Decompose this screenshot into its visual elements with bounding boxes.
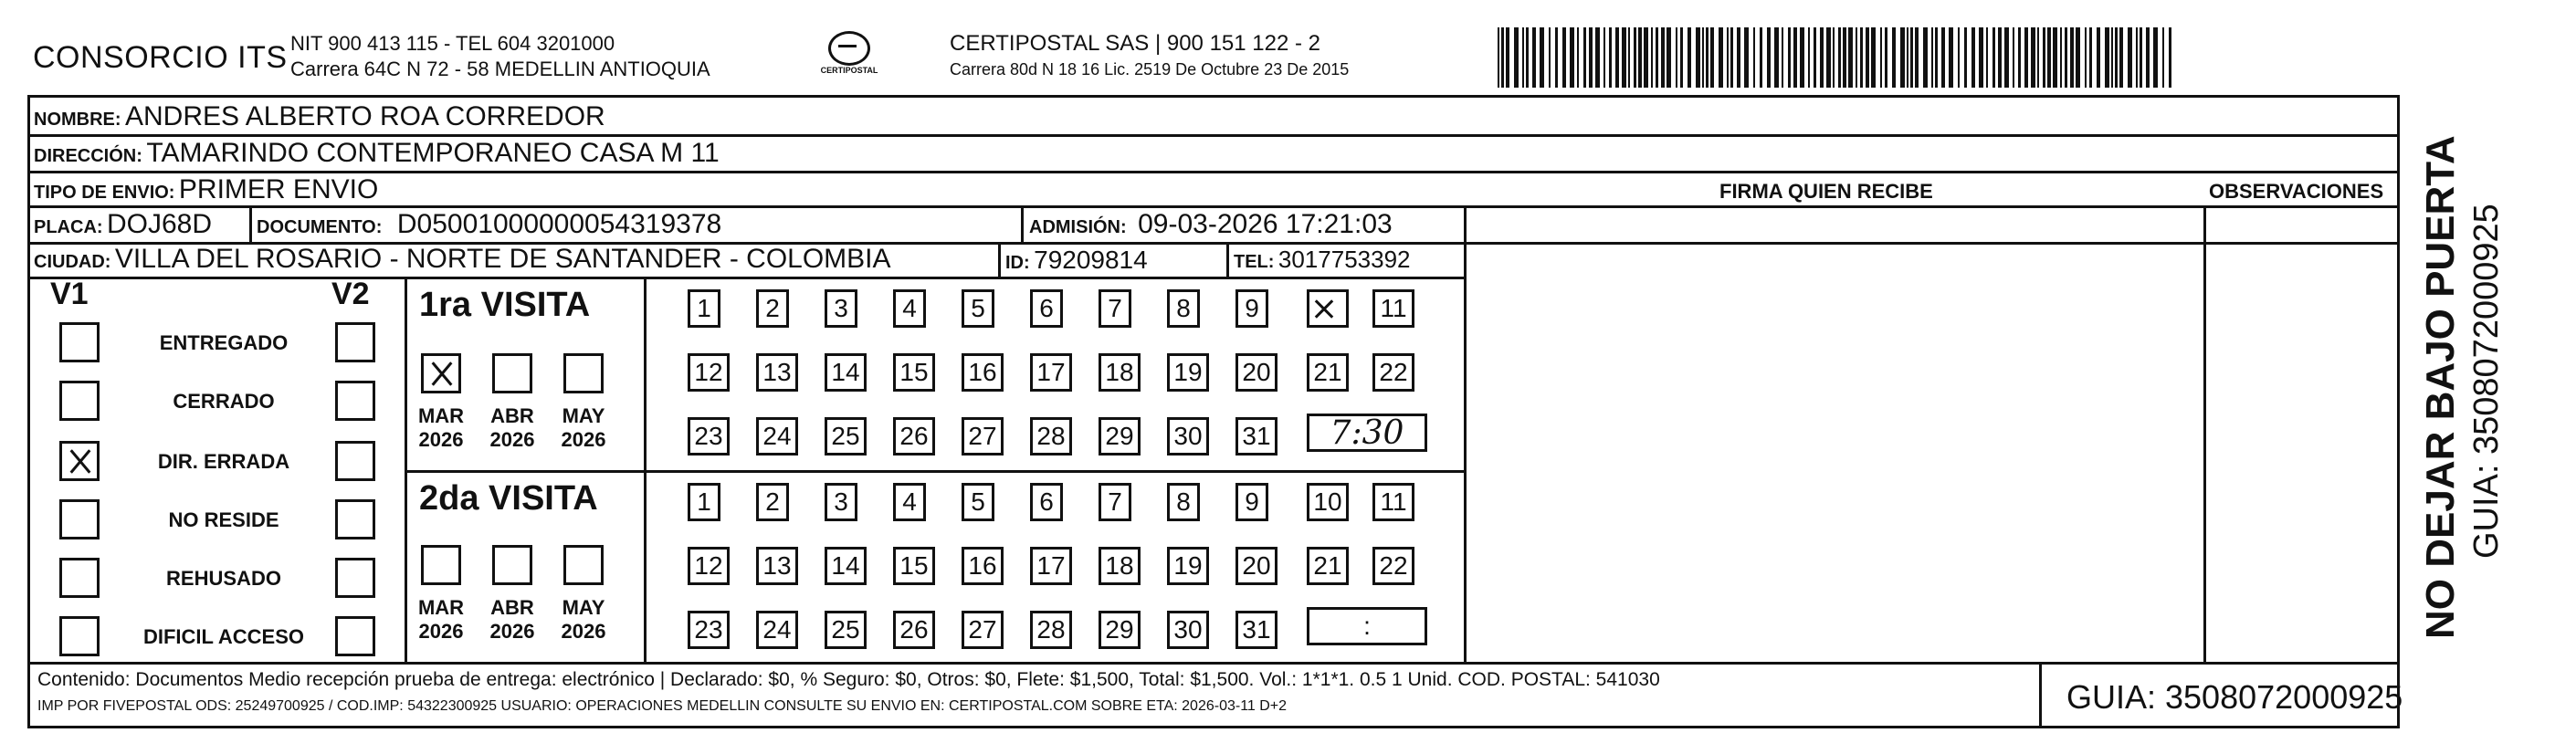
placa-label: PLACA: <box>34 217 103 237</box>
grid2-day-25[interactable]: 25 <box>825 611 867 649</box>
grid1-day-9[interactable]: 9 <box>1235 289 1268 328</box>
tel-value: 3017753392 <box>1277 246 1411 273</box>
delivery-form <box>27 95 2403 728</box>
grid1-day-17[interactable]: 17 <box>1030 353 1072 392</box>
placa-value: DOJ68D <box>107 209 213 239</box>
side-guia: GUIA: 3508072000925 <box>2467 204 2506 559</box>
second-visit-month-abr: ABR 2026 <box>489 596 535 643</box>
second-visit-mar-checkbox[interactable] <box>421 545 461 585</box>
direccion-value: TAMARINDO CONTEMPORANEO CASA M 11 <box>146 138 720 168</box>
nit-line: NIT 900 413 115 - TEL 604 3201000 <box>290 32 615 55</box>
nombre-row <box>34 101 605 132</box>
grid1-day-5[interactable]: 5 <box>962 289 994 328</box>
grid2-day-22[interactable]: 22 <box>1372 547 1414 585</box>
id-label: ID: <box>1005 253 1030 273</box>
grid1-day-28[interactable]: 28 <box>1030 417 1072 456</box>
firma-header: FIRMA QUIEN RECIBE <box>1719 180 1933 203</box>
tipo-value: PRIMER ENVIO <box>178 174 379 204</box>
grid2-day-28[interactable]: 28 <box>1030 611 1072 649</box>
v1-rehusado-checkbox[interactable] <box>59 558 100 598</box>
status-cerrado: CERRADO <box>173 390 275 413</box>
grid1-day-22[interactable]: 22 <box>1372 353 1414 392</box>
id-field <box>1005 246 1148 275</box>
placa-field <box>34 209 212 240</box>
v2-rehusado-checkbox[interactable] <box>335 558 375 598</box>
company-address: Carrera 64C N 72 - 58 MEDELLIN ANTIOQUIA <box>290 58 710 80</box>
grid2-day-26[interactable]: 26 <box>893 611 935 649</box>
v1-cerrado-checkbox[interactable] <box>59 381 100 421</box>
first-visit-month-mar: MAR 2026 <box>417 404 465 451</box>
second-visit-may-checkbox[interactable] <box>563 545 604 585</box>
nombre-label: NOMBRE: <box>34 110 121 130</box>
first-visit-month-may: MAY 2026 <box>561 404 606 451</box>
grid2-day-11[interactable]: 11 <box>1372 483 1414 521</box>
grid1-day-30[interactable]: 30 <box>1167 417 1209 456</box>
grid2-day-24[interactable]: 24 <box>756 611 798 649</box>
grid1-day-14[interactable]: 14 <box>825 353 867 392</box>
grid1-day-13[interactable]: 13 <box>756 353 798 392</box>
tel-field <box>1234 246 1411 274</box>
grid2-day-17[interactable]: 17 <box>1030 547 1072 585</box>
grid2-day-30[interactable]: 30 <box>1167 611 1209 649</box>
grid2-day-5[interactable]: 5 <box>962 483 994 521</box>
carrier-info <box>950 31 1349 82</box>
v2-label: V2 <box>331 277 370 311</box>
grid2-day-27[interactable]: 27 <box>962 611 1004 649</box>
grid1-day-15[interactable]: 15 <box>893 353 935 392</box>
status-dificil-acceso: DIFICIL ACCESO <box>142 625 304 648</box>
grid2-day-15[interactable]: 15 <box>893 547 935 585</box>
first-visit-may-checkbox[interactable] <box>563 353 604 393</box>
grid1-day-11[interactable]: 11 <box>1372 289 1414 328</box>
first-visit-mar-checkbox[interactable] <box>421 353 461 393</box>
admision-field <box>1029 209 1393 240</box>
first-visit-title: 1ra VISITA <box>419 286 591 324</box>
grid1-day-25[interactable]: 25 <box>825 417 867 456</box>
grid1-day-19[interactable]: 19 <box>1167 353 1209 392</box>
ciudad-value: VILLA DEL ROSARIO - NORTE DE SANTANDER - COLOMBIA <box>114 244 891 274</box>
grid2-day-31[interactable]: 31 <box>1235 611 1277 649</box>
carrier-line: CERTIPOSTAL SAS | 900 151 122 - 2 <box>950 31 1320 56</box>
status-no-reside: NO RESIDE <box>168 508 279 531</box>
grid2-day-23[interactable]: 23 <box>688 611 730 649</box>
grid2-day-29[interactable]: 29 <box>1099 611 1141 649</box>
logo-text: CERTIPOSTAL <box>820 66 878 75</box>
documento-value: D05001000000054319378 <box>396 209 722 239</box>
barcode <box>1498 27 2178 88</box>
grid1-day-29[interactable]: 29 <box>1099 417 1141 456</box>
v1-label: V1 <box>50 277 89 311</box>
ciudad-label: CIUDAD: <box>34 252 111 272</box>
documento-label: DOCUMENTO: <box>257 217 383 237</box>
v2-dir-errada-checkbox[interactable] <box>335 441 375 481</box>
status-rehusado: REHUSADO <box>166 567 281 590</box>
grid1-day-10[interactable] <box>1307 289 1349 328</box>
grid2-day-20[interactable]: 20 <box>1235 547 1277 585</box>
v1-dificil-acceso-checkbox[interactable] <box>59 616 100 656</box>
grid1-day-4[interactable]: 4 <box>893 289 926 328</box>
grid2-day-2[interactable]: 2 <box>756 483 789 521</box>
grid1-day-23[interactable]: 23 <box>688 417 730 456</box>
grid2-day-8[interactable]: 8 <box>1167 483 1200 521</box>
observaciones-header: OBSERVACIONES <box>2209 180 2384 203</box>
v2-entregado-checkbox[interactable] <box>335 322 375 362</box>
tipo-label: TIPO DE ENVIO: <box>34 183 175 203</box>
grid1-day-16[interactable]: 16 <box>962 353 1004 392</box>
grid2-day-21[interactable]: 21 <box>1307 547 1349 585</box>
grid2-day-10[interactable]: 10 <box>1307 483 1349 521</box>
grid2-day-7[interactable]: 7 <box>1099 483 1131 521</box>
company-name: CONSORCIO ITS <box>33 40 288 75</box>
v1-dir-errada-checkbox[interactable] <box>59 441 100 481</box>
v2-dificil-acceso-checkbox[interactable] <box>335 616 375 656</box>
second-visit-title: 2da VISITA <box>419 479 598 518</box>
grid2-day-6[interactable]: 6 <box>1030 483 1063 521</box>
tipo-row <box>34 174 378 205</box>
documento-field <box>257 209 721 240</box>
footer-impresion: IMP POR FIVEPOSTAL ODS: 25249700925 / COD.IMP: 54322300925 USUARIO: OPERACIONES MEDELLIN CONSULTE SU ENVIO EN: CERTIPOSTAL.COM SOBRE ETA: 2026-03-11 D+2 <box>37 698 1288 714</box>
second-visit-month-mar: MAR 2026 <box>417 596 465 643</box>
grid2-day-18[interactable]: 18 <box>1099 547 1141 585</box>
second-visit-time-box[interactable]: : <box>1307 607 1427 645</box>
footer-guia: GUIA: 3508072000925 <box>2066 678 2403 716</box>
grid2-day-16[interactable]: 16 <box>962 547 1004 585</box>
certipostal-logo <box>804 31 895 84</box>
ciudad-field <box>34 244 891 275</box>
grid2-day-19[interactable]: 19 <box>1167 547 1209 585</box>
logo-icon <box>828 31 870 66</box>
grid2-day-3[interactable]: 3 <box>825 483 857 521</box>
v2-cerrado-checkbox[interactable] <box>335 381 375 421</box>
v2-no-reside-checkbox[interactable] <box>335 499 375 539</box>
grid2-day-9[interactable]: 9 <box>1235 483 1268 521</box>
grid1-day-18[interactable]: 18 <box>1099 353 1141 392</box>
company-info <box>290 31 710 82</box>
grid1-day-26[interactable]: 26 <box>893 417 935 456</box>
grid1-day-1[interactable]: 1 <box>688 289 720 328</box>
grid2-day-1[interactable]: 1 <box>688 483 720 521</box>
v1-no-reside-checkbox[interactable] <box>59 499 100 539</box>
tel-label: TEL: <box>1234 252 1275 272</box>
first-visit-month-abr: ABR 2026 <box>489 404 535 451</box>
grid2-day-4[interactable]: 4 <box>893 483 926 521</box>
first-visit-abr-checkbox[interactable] <box>492 353 532 393</box>
first-visit-time-box[interactable]: 7:30 <box>1307 414 1427 452</box>
grid1-day-20[interactable]: 20 <box>1235 353 1277 392</box>
v1-entregado-checkbox[interactable] <box>59 322 100 362</box>
grid1-day-21[interactable]: 21 <box>1307 353 1349 392</box>
footer-contenido: Contenido: Documentos Medio recepción prueba de entrega: electrónico | Declarado: $0, % Seguro: $0, Otros: $0, Flete: $1,500, Total: $1,500. Vol.: 1*1*1. 0.5 1 Unid. COD. POSTAL: 541030 <box>37 669 1660 690</box>
grid2-day-14[interactable]: 14 <box>825 547 867 585</box>
admision-value: 09-03-2026 17:21:03 <box>1138 209 1393 239</box>
id-value: 79209814 <box>1034 246 1148 274</box>
grid1-day-7[interactable]: 7 <box>1099 289 1131 328</box>
grid1-day-2[interactable]: 2 <box>756 289 789 328</box>
grid1-day-6[interactable]: 6 <box>1030 289 1063 328</box>
grid1-day-8[interactable]: 8 <box>1167 289 1200 328</box>
grid1-day-31[interactable]: 31 <box>1235 417 1277 456</box>
status-entregado: ENTREGADO <box>159 331 289 354</box>
direccion-label: DIRECCIÓN: <box>34 146 142 166</box>
status-dir-errada: DIR. ERRADA <box>157 450 290 473</box>
grid1-day-3[interactable]: 3 <box>825 289 857 328</box>
grid2-day-13[interactable]: 13 <box>756 547 798 585</box>
nombre-value: ANDRES ALBERTO ROA CORREDOR <box>125 101 605 131</box>
side-warning: NO DEJAR BAJO PUERTA <box>2418 135 2463 639</box>
second-visit-abr-checkbox[interactable] <box>492 545 532 585</box>
grid1-day-27[interactable]: 27 <box>962 417 1004 456</box>
carrier-address: Carrera 80d N 18 16 Lic. 2519 De Octubre 23 De 2015 <box>950 60 1350 79</box>
direccion-row <box>34 138 720 169</box>
grid1-day-12[interactable]: 12 <box>688 353 730 392</box>
grid2-day-12[interactable]: 12 <box>688 547 730 585</box>
admision-label: ADMISIÓN: <box>1029 217 1127 237</box>
second-visit-month-may: MAY 2026 <box>561 596 606 643</box>
grid1-day-24[interactable]: 24 <box>756 417 798 456</box>
